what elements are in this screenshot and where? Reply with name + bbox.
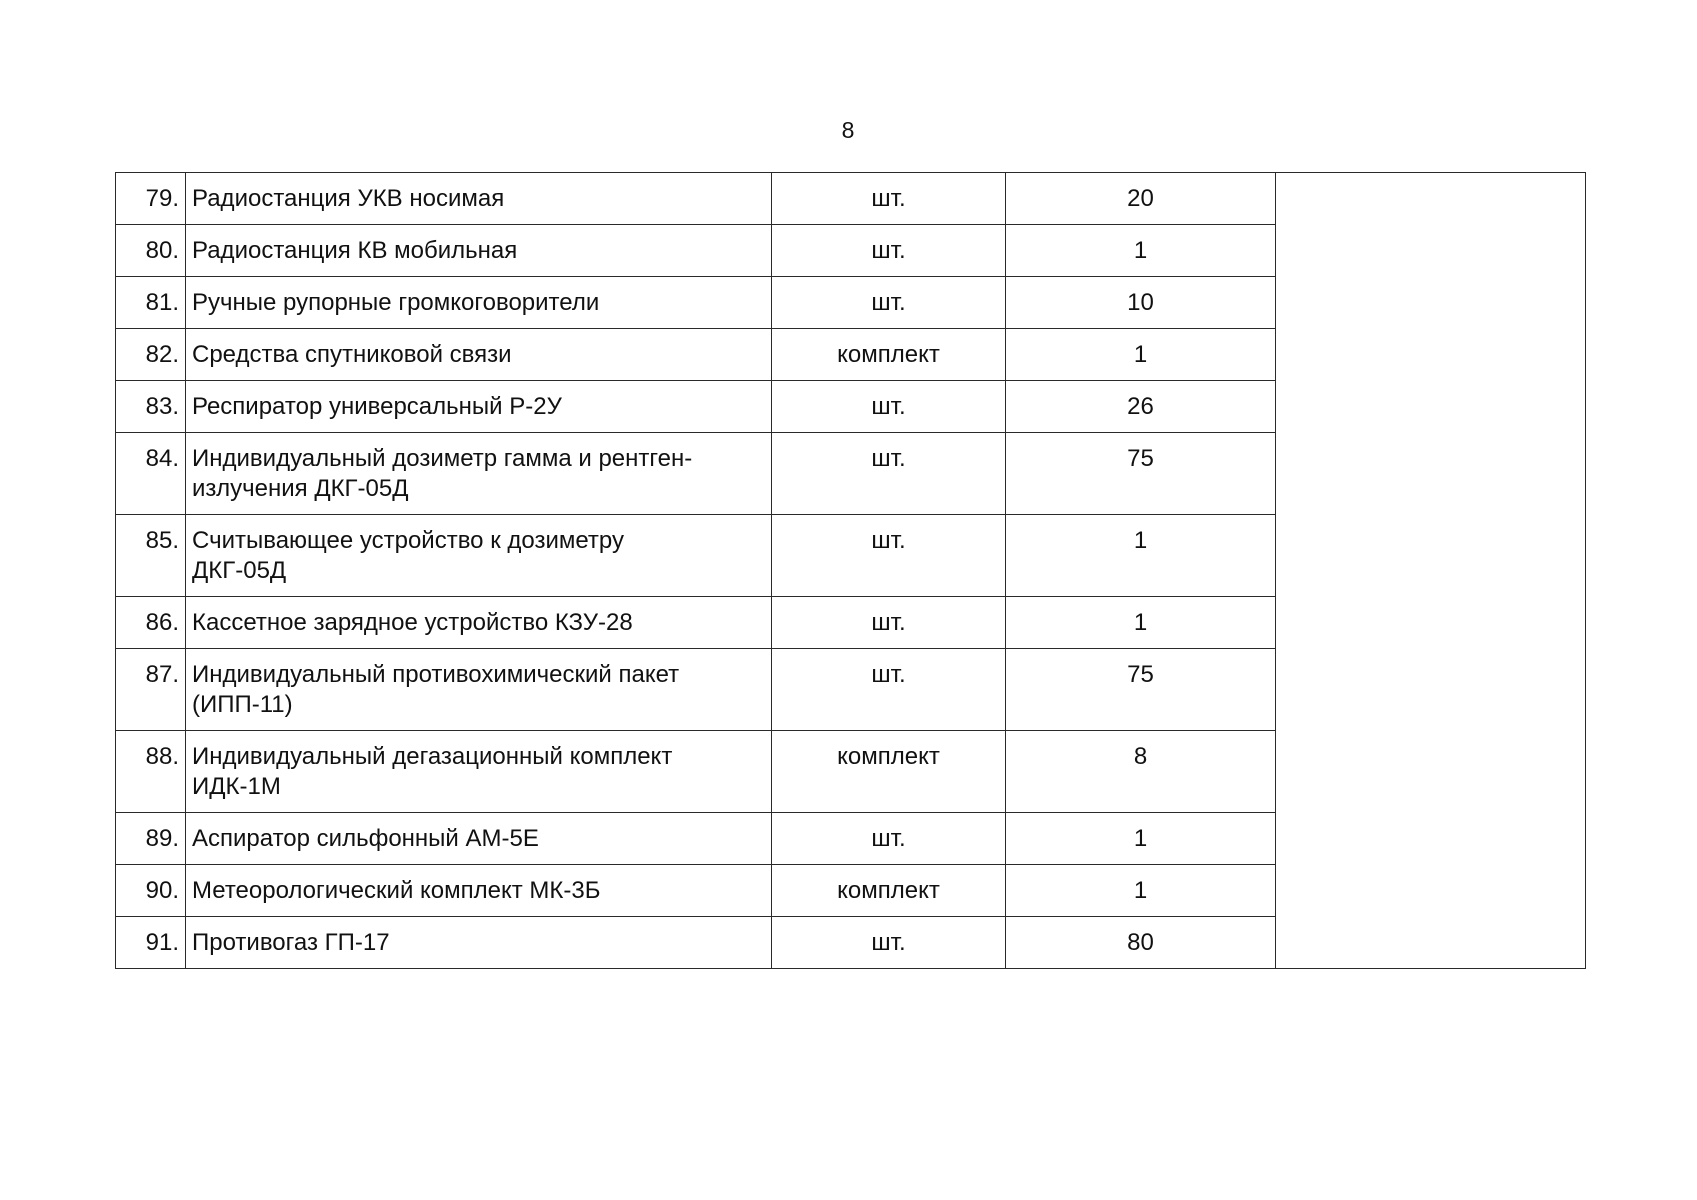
item-quantity: 20 — [1006, 173, 1276, 225]
row-number: 79. — [116, 173, 186, 225]
item-name — [186, 433, 772, 515]
item-name: Аспиратор сильфонный АМ-5Е — [186, 813, 772, 865]
item-name: Противогаз ГП-17 — [186, 917, 772, 969]
row-number: 91. — [116, 917, 186, 969]
item-quantity: 1 — [1006, 515, 1276, 597]
item-unit: шт. — [772, 225, 1006, 277]
item-name: Кассетное зарядное устройство КЗУ-28 — [186, 597, 772, 649]
equipment-table — [115, 172, 1586, 969]
item-name-line: Считывающее устройство к дозиметру — [192, 527, 624, 554]
item-quantity: 26 — [1006, 381, 1276, 433]
item-name — [186, 731, 772, 813]
row-number: 87. — [116, 649, 186, 731]
item-unit: комплект — [772, 731, 1006, 813]
row-number: 83. — [116, 381, 186, 433]
item-unit: шт. — [772, 649, 1006, 731]
item-name-line: Индивидуальный дегазационный комплект — [192, 743, 673, 770]
item-name: Радиостанция УКВ носимая — [186, 173, 772, 225]
item-name: Респиратор универсальный Р-2У — [186, 381, 772, 433]
item-unit: шт. — [772, 277, 1006, 329]
item-name: Средства спутниковой связи — [186, 329, 772, 381]
item-quantity: 1 — [1006, 865, 1276, 917]
item-unit: комплект — [772, 329, 1006, 381]
row-number: 88. — [116, 731, 186, 813]
notes-column — [1276, 173, 1586, 969]
item-name: Радиостанция КВ мобильная — [186, 225, 772, 277]
item-name — [186, 515, 772, 597]
item-name-line: ИДК-1М — [192, 773, 281, 800]
item-quantity: 8 — [1006, 731, 1276, 813]
item-quantity: 80 — [1006, 917, 1276, 969]
item-name-line: (ИПП-11) — [192, 691, 293, 718]
item-name-line: ДКГ-05Д — [192, 557, 287, 584]
row-number: 81. — [116, 277, 186, 329]
row-number: 84. — [116, 433, 186, 515]
item-name-line: излучения ДКГ-05Д — [192, 475, 409, 502]
item-unit: комплект — [772, 865, 1006, 917]
item-name — [186, 649, 772, 731]
table-row — [116, 173, 1586, 225]
row-number: 86. — [116, 597, 186, 649]
item-name-line: Индивидуальный дозиметр гамма и рентген- — [192, 445, 693, 472]
item-quantity: 10 — [1006, 277, 1276, 329]
row-number: 80. — [116, 225, 186, 277]
row-number: 85. — [116, 515, 186, 597]
item-name: Метеорологический комплект МК-3Б — [186, 865, 772, 917]
item-name-line: Индивидуальный противохимический пакет — [192, 661, 680, 688]
item-unit: шт. — [772, 173, 1006, 225]
item-unit: шт. — [772, 597, 1006, 649]
page-number: 8 — [841, 117, 855, 143]
row-number: 82. — [116, 329, 186, 381]
item-quantity: 1 — [1006, 597, 1276, 649]
item-quantity: 1 — [1006, 813, 1276, 865]
item-unit: шт. — [772, 515, 1006, 597]
item-unit: шт. — [772, 917, 1006, 969]
item-unit: шт. — [772, 813, 1006, 865]
row-number: 90. — [116, 865, 186, 917]
item-unit: шт. — [772, 433, 1006, 515]
item-quantity: 1 — [1006, 329, 1276, 381]
row-number: 89. — [116, 813, 186, 865]
item-quantity: 75 — [1006, 649, 1276, 731]
item-name: Ручные рупорные громкоговорители — [186, 277, 772, 329]
item-quantity: 1 — [1006, 225, 1276, 277]
item-quantity: 75 — [1006, 433, 1276, 515]
item-unit: шт. — [772, 381, 1006, 433]
